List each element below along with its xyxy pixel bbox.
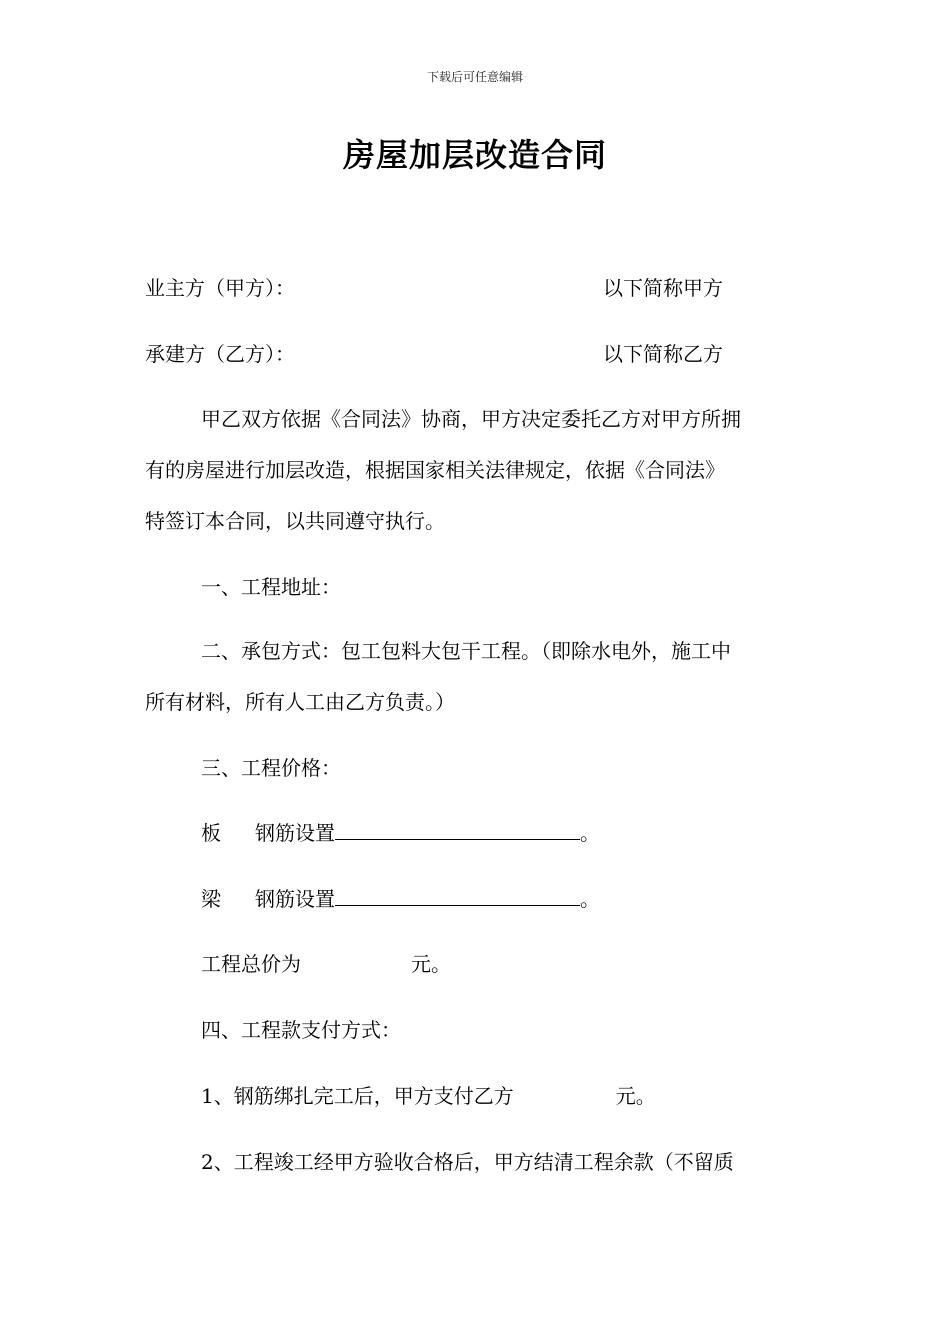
beam-rebar-row [201,885,600,913]
party-b-label: 承建方（乙方）： [145,342,295,366]
section-1-address: 一、工程地址： [201,575,341,599]
slab-end-mark: 。 [580,821,600,845]
total-price-label: 工程总价为 [201,952,301,976]
slab-rebar-row [201,819,600,847]
section-2-line-2: 所有材料，所有人工由乙方负责。） [145,690,455,714]
header-note: 下载后可任意编辑 [426,70,523,84]
intro-line-3: 特签订本合同，以共同遵守执行。 [145,509,445,533]
beam-rebar-text: 钢筋设置 [255,887,335,911]
payment-item-1-unit: 元。 [615,1084,656,1108]
intro-line-2: 有的房屋进行加层改造，根据国家相关法律规定，依据《合同法》 [145,458,725,482]
slab-rebar-text: 钢筋设置 [255,821,335,845]
section-4-heading: 四、工程款支付方式： [201,1018,401,1042]
payment-item-1-text: 1、钢筋绑扎完工后，甲方支付乙方 [201,1084,514,1108]
party-a-label: 业主方（甲方）： [145,276,295,300]
payment-item-1 [201,1082,656,1110]
beam-end-mark: 。 [580,887,600,911]
total-price-row [201,950,451,978]
section-2-line-1: 二、承包方式：包工包料大包干工程。（即除水电外，施工中 [201,639,731,663]
party-b-suffix: 以下简称乙方 [603,342,723,366]
payment-item-2: 2、工程竣工经甲方验收合格后，甲方结清工程余款（不留质 [201,1150,734,1174]
document-title: 房屋加层改造合同 [342,136,607,174]
beam-label: 梁 [201,887,221,911]
slab-label: 板 [201,821,221,845]
intro-line-1: 甲乙双方依据《合同法》协商，甲方决定委托乙方对甲方所拥 [201,407,741,431]
slab-rebar-blank [335,819,580,840]
total-price-unit: 元。 [411,952,451,976]
section-3-heading: 三、工程价格： [201,756,341,780]
party-a-suffix: 以下简称甲方 [603,276,723,300]
beam-rebar-blank [335,885,580,906]
